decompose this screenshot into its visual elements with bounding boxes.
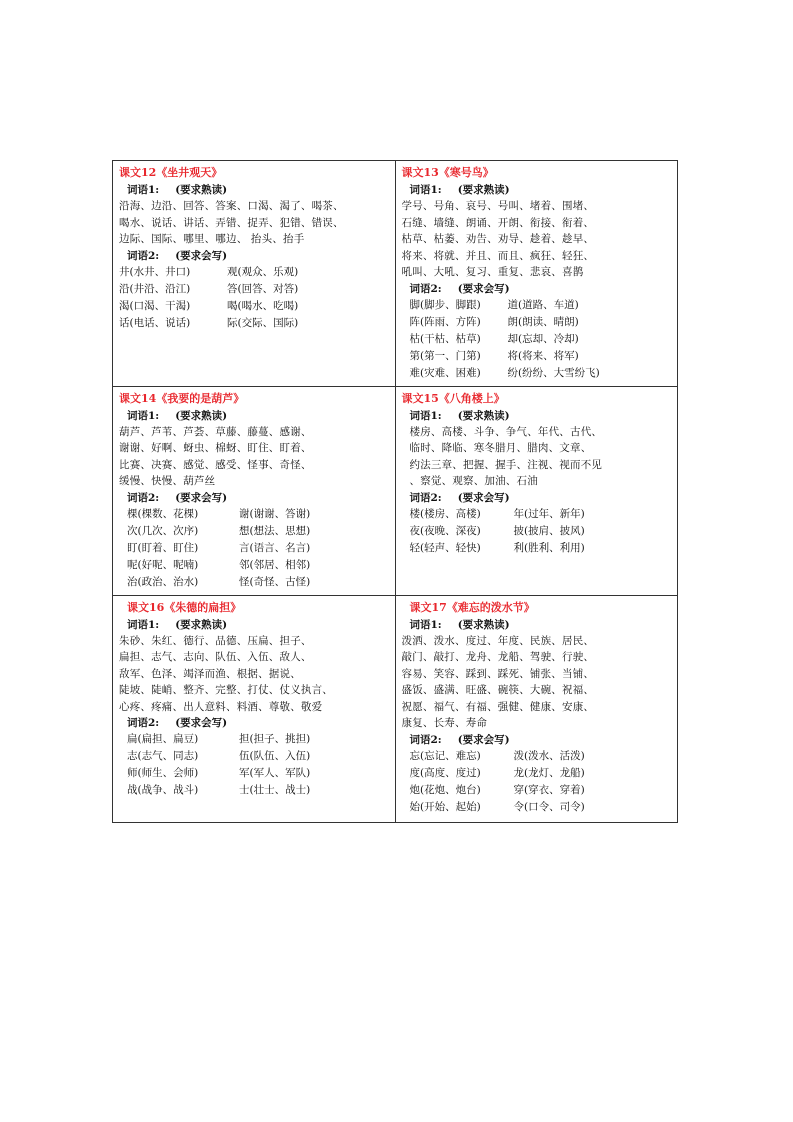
words2-heading: [119, 490, 391, 506]
word-line: 石缝、墙缝、朗诵、开朗、衔接、衔着、: [401, 216, 595, 229]
char-entry: 棵(棵数、花棵): [127, 507, 199, 520]
char-entry: 利(胜利、利用): [513, 541, 585, 554]
words2-label: 词语2:: [409, 733, 442, 746]
lesson-cell-14: [113, 386, 396, 595]
char-entry: 怪(奇怪、古怪): [239, 575, 311, 588]
word-line: 缓慢、快慢、葫芦丝: [119, 475, 216, 487]
char-entry: 枯(干枯、枯草): [409, 332, 481, 345]
word-line: 、察觉、观察、加油、石油: [409, 475, 538, 487]
char-entry: 次(几次、次序): [127, 524, 199, 537]
words1-requirement: (要求熟读): [457, 409, 510, 422]
words2-heading: [119, 715, 391, 731]
char-entry: 呢(好呢、呢喃): [127, 558, 199, 571]
word-line: 约法三章、把握、握手、注视、视而不见: [409, 458, 603, 471]
lesson-cell-17: [395, 595, 678, 822]
char-entry: 朗(朗读、晴朗): [507, 315, 579, 328]
word-line: 楼房、高楼、斗争、争气、年代、古代、: [409, 425, 603, 438]
char-entry: 炮(花炮、炮台): [409, 783, 481, 796]
words2-requirement: (要求会写): [175, 717, 228, 729]
word-line: 沿海、边沿、回答、答案、口渴、渴了、喝茶、: [119, 200, 344, 212]
words1-label: 词语1:: [127, 618, 160, 631]
char-entry: 令(口令、司令): [513, 800, 585, 813]
char-pair: [119, 523, 391, 540]
word-line: 谢谢、好啊、蚜虫、棉蚜、盯住、盯着、: [119, 442, 312, 454]
word-line: 敌军、色泽、竭泽而渔、根据、据说、: [119, 667, 301, 680]
words1-requirement: (要求熟读): [175, 409, 228, 422]
char-pair: [402, 506, 674, 523]
words1-heading: [119, 182, 391, 198]
char-entry: 度(高度、度过): [409, 766, 481, 779]
word-line: 容易、笑容、踩到、踩死、铺张、当铺、: [401, 667, 595, 680]
words1-label: 词语1:: [409, 618, 442, 631]
word-line: 陡坡、陡峭、整齐、完整、打仗、仗义执言、: [119, 684, 333, 696]
char-entry: 邻(邻居、相邻): [239, 558, 311, 571]
words2-label: 词语2:: [127, 491, 160, 504]
char-pair: [402, 297, 674, 314]
words1-heading: [119, 408, 391, 424]
char-entry: 想(想法、思想): [239, 524, 311, 537]
char-pair: [402, 748, 674, 765]
char-entry: 盯(盯着、盯住): [127, 541, 199, 554]
char-pair: [119, 748, 391, 765]
char-entry: 士(壮士、战士): [239, 784, 311, 796]
char-pair: [402, 331, 674, 348]
words1-label: 词语1:: [409, 409, 442, 422]
char-pair: [119, 315, 391, 332]
char-pair: [119, 540, 391, 557]
char-entry: 始(开始、起始): [409, 800, 481, 813]
word-line: 泼洒、泼水、度过、年度、民族、居民、: [401, 634, 595, 647]
char-entry: 答(回答、对答): [227, 282, 299, 295]
word-line: 枯草、枯萎、劝告、劝导、趁着、趁早、: [401, 233, 595, 245]
char-pair: [119, 782, 391, 799]
char-entry: 忘(忘记、难忘): [409, 749, 481, 762]
word-line: 敲门、敲打、龙舟、龙船、驾驶、行驶、: [401, 651, 595, 663]
char-pair: [402, 314, 674, 331]
char-entry: 言(语言、名言): [239, 541, 311, 554]
word-line: 比赛、决赛、感觉、感受、怪事、奇怪、: [119, 458, 312, 471]
char-entry: 伍(队伍、入伍): [239, 750, 311, 762]
lesson-cell-13: [395, 161, 678, 387]
words2-label: 词语2:: [409, 491, 442, 504]
char-entry: 沿(井沿、沿江): [119, 282, 191, 295]
word-line: 盛饭、盛满、旺盛、碗筷、大碗、祝福、: [401, 684, 595, 696]
char-pair: [119, 557, 391, 574]
lesson-title: 课文15《八角楼上》: [401, 391, 505, 405]
words1-label: 词语1:: [127, 184, 160, 196]
char-entry: 第(第一、门第): [409, 349, 481, 362]
words1-label: 词语1:: [127, 409, 160, 422]
word-line: 喝水、说话、讲话、弄错、捉弄、犯错、错误、: [119, 216, 344, 229]
char-entry: 喝(喝水、吃喝): [227, 299, 299, 312]
char-entry: 却(忘却、冷却): [507, 332, 579, 345]
char-entry: 谢(谢谢、答谢): [239, 507, 311, 520]
char-entry: 楼(楼房、高楼): [409, 507, 481, 520]
word-line: 学号、号角、哀号、号叫、堵着、围堵、: [401, 200, 595, 212]
char-entry: 志(志气、同志): [127, 750, 199, 762]
word-line: 边际、国际、哪里、哪边、 抬头、抬手: [119, 233, 305, 245]
char-entry: 难(灾难、困难): [409, 366, 481, 379]
char-entry: 道(道路、车道): [507, 298, 579, 311]
char-entry: 军(军人、军队): [239, 767, 311, 779]
words1-heading: [402, 408, 674, 424]
words1-heading: [402, 617, 674, 633]
char-entry: 话(电话、说话): [119, 316, 191, 329]
char-pair: [119, 506, 391, 523]
char-entry: 际(交际、国际): [227, 316, 299, 329]
words2-heading: [402, 281, 674, 297]
char-entry: 披(披肩、披风): [513, 524, 585, 537]
char-pair: [402, 765, 674, 782]
char-entry: 观(观众、乐观): [227, 265, 299, 278]
word-line: 朱砂、朱红、德行、品德、压扁、担子、: [119, 634, 312, 647]
char-entry: 纷(纷纷、大雪纷飞): [507, 366, 600, 379]
word-line: 葫芦、芦苇、芦荟、草藤、藤蔓、感谢、: [119, 425, 312, 438]
words2-requirement: (要求会写): [175, 249, 228, 262]
char-entry: 穿(穿衣、穿着): [513, 783, 585, 796]
words2-requirement: (要求会写): [457, 733, 510, 746]
words1-heading: [402, 182, 674, 198]
char-pair: [402, 523, 674, 540]
words2-heading: [402, 732, 674, 748]
word-line: 扁担、志气、志向、队伍、入伍、敌人、: [119, 651, 312, 663]
words2-requirement: (要求会写): [457, 491, 510, 504]
word-line: 将来、将就、并且、而且、疯狂、轻狂、: [401, 249, 595, 262]
words2-label: 词语2:: [127, 717, 160, 729]
words2-label: 词语2:: [409, 282, 442, 295]
char-pair: [119, 731, 391, 748]
words2-requirement: (要求会写): [175, 491, 228, 504]
char-pair: [402, 348, 674, 365]
char-entry: 脚(脚步、脚跟): [409, 298, 481, 311]
char-entry: 龙(龙灯、龙船): [513, 766, 585, 779]
words1-label: 词语1:: [409, 184, 442, 196]
lesson-title: 课文13《寒号鸟》: [401, 166, 494, 179]
word-line: 康复、长寿、寿命: [401, 717, 488, 729]
words1-requirement: (要求熟读): [457, 184, 510, 196]
char-entry: 渴(口渴、干渴): [119, 299, 191, 312]
lesson-cell-15: [395, 386, 678, 595]
char-entry: 担(担子、挑担): [239, 733, 311, 745]
words1-heading: [119, 617, 391, 633]
char-entry: 师(师生、会师): [127, 767, 199, 779]
char-entry: 井(水井、井口): [119, 265, 191, 278]
words2-label: 词语2:: [127, 249, 160, 262]
char-entry: 夜(夜晚、深夜): [409, 524, 481, 537]
char-entry: 扁(扁担、扁豆): [127, 733, 199, 745]
char-pair: [119, 264, 391, 281]
char-pair: [402, 799, 674, 816]
char-entry: 治(政治、治水): [127, 575, 199, 588]
words1-requirement: (要求熟读): [175, 618, 228, 631]
word-line: 祝愿、福气、有福、强健、健康、安康、: [401, 700, 595, 713]
word-line: 吼叫、大吼、复习、重复、悲哀、喜鹊: [401, 266, 584, 278]
words1-requirement: (要求熟读): [175, 184, 228, 196]
words2-heading: [402, 490, 674, 506]
lesson-title: 课文16《朱德的扁担》: [127, 600, 242, 614]
char-pair: [402, 365, 674, 382]
char-pair: [119, 765, 391, 782]
char-entry: 阵(阵雨、方阵): [409, 315, 481, 328]
char-entry: 泼(泼水、活泼): [513, 749, 585, 762]
lesson-title: 课文12《坐井观天》: [119, 166, 223, 179]
char-pair: [402, 540, 674, 557]
char-entry: 轻(轻声、轻快): [409, 541, 481, 554]
char-pair: [119, 574, 391, 591]
char-entry: 战(战争、战斗): [127, 784, 199, 796]
lesson-cell-12: [113, 161, 396, 387]
word-line: 心疼、疼痛、出人意料、料酒、尊敬、敬爱: [119, 700, 323, 713]
char-entry: 将(将来、将军): [507, 349, 579, 362]
lesson-cell-16: [113, 595, 396, 822]
char-pair: [402, 782, 674, 799]
vocabulary-table: [112, 160, 678, 823]
words2-requirement: (要求会写): [457, 282, 510, 295]
char-pair: [119, 298, 391, 315]
lesson-title: 课文14《我要的是葫芦》: [119, 391, 245, 405]
lesson-title: 课文17《难忘的泼水节》: [409, 600, 535, 614]
words1-requirement: (要求熟读): [457, 618, 510, 631]
char-entry: 年(过年、新年): [513, 507, 585, 520]
word-line: 临时、降临、寒冬腊月、腊肉、文章、: [409, 442, 592, 454]
char-pair: [119, 281, 391, 298]
words2-heading: [119, 248, 391, 264]
